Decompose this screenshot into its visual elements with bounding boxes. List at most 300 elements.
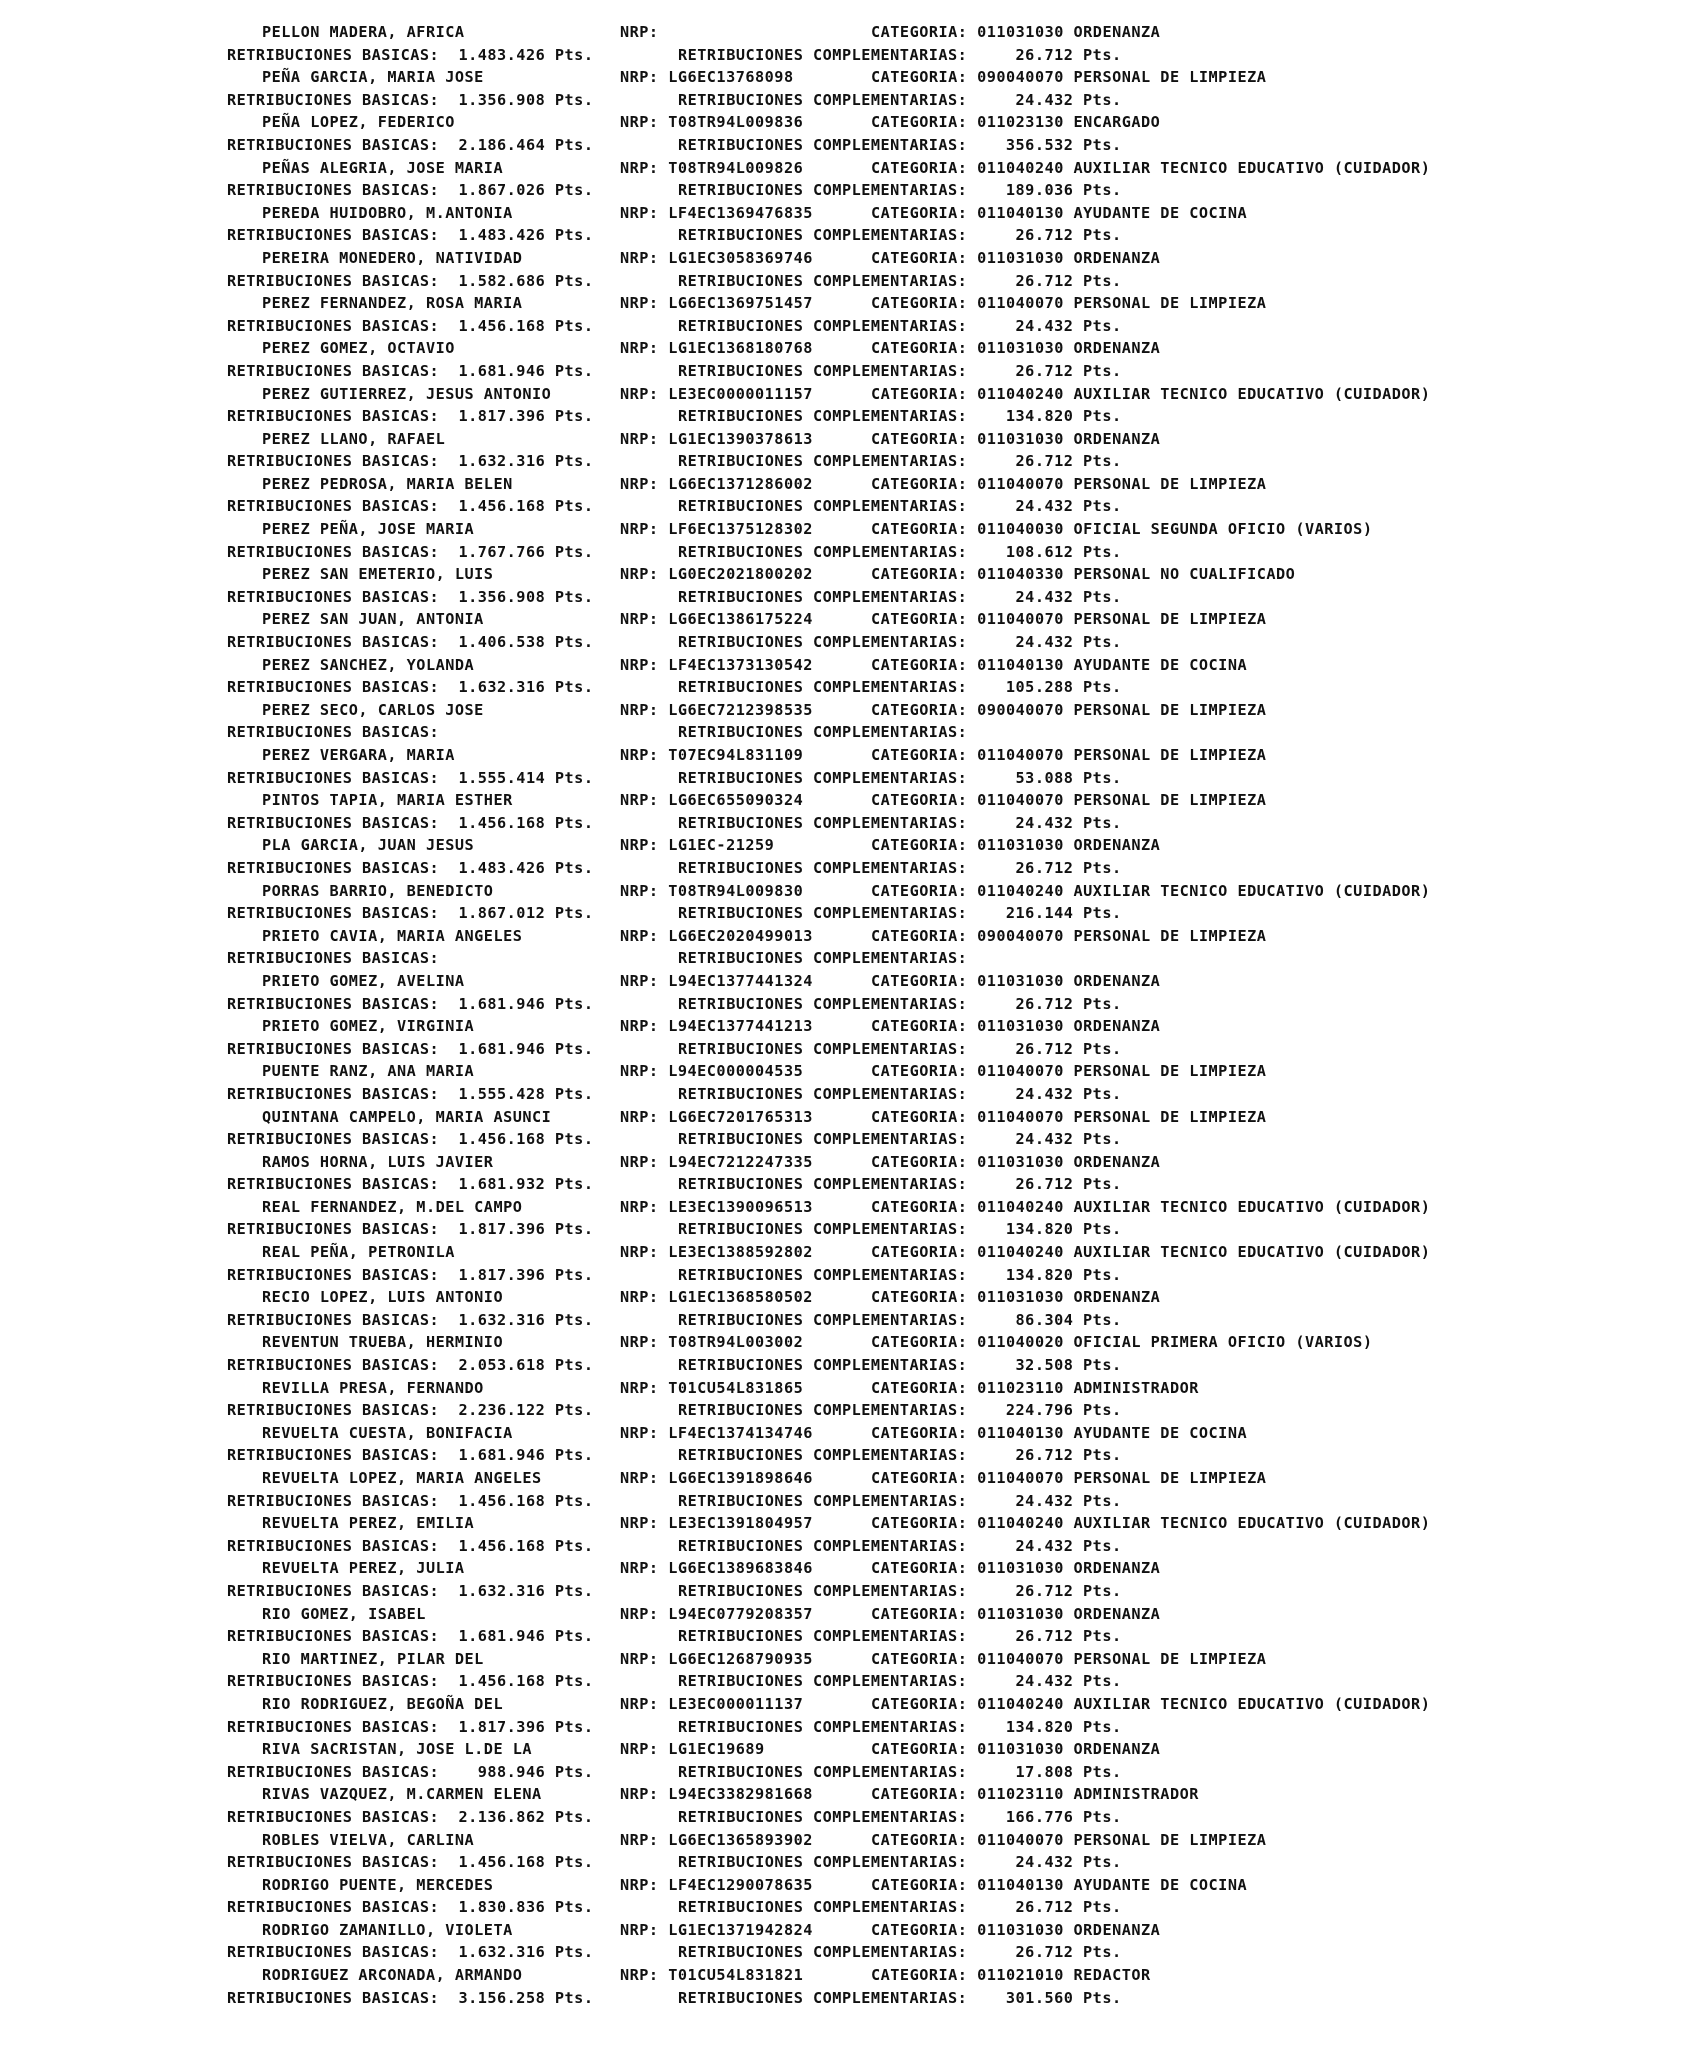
employee-salary-line — [0, 812, 1692, 835]
basic-salary: RETRIBUCIONES BASICAS: 1.632.316 Pts. — [227, 452, 594, 471]
employee-record — [0, 1783, 1692, 1828]
employee-name: PEREZ SECO, CARLOS JOSE — [262, 700, 484, 719]
employee-header-line — [0, 1512, 1692, 1535]
employee-header-line — [0, 1874, 1692, 1897]
employee-name: PEREZ VERGARA, MARIA — [262, 746, 455, 764]
basic-salary: RETRIBUCIONES BASICAS: 1.456.168 Pts. — [227, 1672, 594, 1691]
complementary-salary: RETRIBUCIONES COMPLEMENTARIAS: 189.036 Pts. — [678, 181, 1122, 200]
employee-category: CATEGORIA: 011040130 AYUDANTE DE COCINA — [871, 1875, 1248, 1894]
employee-name: PEREZ FERNANDEZ, ROSA MARIA — [262, 294, 523, 313]
employee-salary-line — [0, 631, 1692, 654]
payroll-listing — [0, 21, 1692, 2009]
employee-salary-line — [0, 179, 1692, 202]
employee-name: PEREZ PEDROSA, MARIA BELEN — [262, 474, 513, 493]
basic-salary: RETRIBUCIONES BASICAS: 2.053.618 Pts. — [227, 1356, 594, 1375]
employee-nrp: NRP: LF4EC1290078635 — [620, 1875, 813, 1894]
employee-nrp: NRP: LG6EC1386175224 — [620, 610, 813, 629]
employee-salary-line — [0, 1038, 1692, 1061]
employee-record — [0, 1151, 1692, 1196]
employee-salary-line — [0, 1399, 1692, 1422]
employee-nrp: NRP: LF4EC1369476835 — [620, 203, 813, 222]
employee-header-line — [0, 518, 1692, 541]
employee-header-line — [0, 970, 1692, 993]
employee-nrp: NRP: LG1EC1371942824 — [620, 1920, 813, 1939]
employee-nrp: NRP: LG1EC-21259 — [620, 836, 775, 855]
employee-name: PRIETO GOMEZ, AVELINA — [262, 971, 465, 990]
employee-nrp: NRP: LG6EC2020499013 — [620, 926, 813, 945]
basic-salary: RETRIBUCIONES BASICAS: 1.767.766 Pts. — [227, 542, 594, 561]
employee-nrp: NRP: LF4EC1374134746 — [620, 1423, 813, 1442]
employee-salary-line — [0, 1173, 1692, 1196]
employee-nrp: NRP: LG0EC2021800202 — [620, 565, 813, 584]
employee-name: REVENTUN TRUEBA, HERMINIO — [262, 1333, 504, 1352]
complementary-salary: RETRIBUCIONES COMPLEMENTARIAS: 26.712 Pts. — [678, 1039, 1122, 1058]
employee-record — [0, 1603, 1692, 1648]
employee-header-line — [0, 1603, 1692, 1626]
employee-header-line — [0, 880, 1692, 903]
basic-salary: RETRIBUCIONES BASICAS: 1.555.428 Pts. — [227, 1084, 594, 1103]
basic-salary: RETRIBUCIONES BASICAS: 1.456.168 Pts. — [227, 497, 594, 516]
employee-salary-line — [0, 721, 1692, 744]
employee-name: PORRAS BARRIO, BENEDICTO — [262, 881, 494, 900]
employee-nrp: NRP: L94EC0779208357 — [620, 1604, 813, 1623]
employee-header-line — [0, 1060, 1692, 1083]
basic-salary: RETRIBUCIONES BASICAS: 1.456.168 Pts. — [227, 813, 594, 832]
employee-category: CATEGORIA: 011023130 ENCARGADO — [871, 113, 1161, 132]
basic-salary: RETRIBUCIONES BASICAS: 2.186.464 Pts. — [227, 135, 594, 154]
employee-name: REVUELTA PEREZ, JULIA — [262, 1559, 465, 1578]
employee-record — [0, 1060, 1692, 1105]
basic-salary: RETRIBUCIONES BASICAS: — [227, 949, 449, 968]
employee-salary-line — [0, 1806, 1692, 1829]
employee-header-line — [0, 563, 1692, 586]
employee-record — [0, 66, 1692, 111]
employee-name: RECIO LOPEZ, LUIS ANTONIO — [262, 1288, 504, 1307]
employee-category: CATEGORIA: 011031030 ORDENANZA — [871, 1604, 1161, 1623]
employee-nrp: NRP: L94EC3382981668 — [620, 1785, 813, 1804]
complementary-salary: RETRIBUCIONES COMPLEMENTARIAS: 134.820 Pts. — [678, 1265, 1122, 1284]
complementary-salary: RETRIBUCIONES COMPLEMENTARIAS: 105.288 Pts. — [678, 678, 1122, 697]
employee-name: PEREZ SAN EMETERIO, LUIS — [262, 565, 494, 584]
employee-salary-line — [0, 89, 1692, 112]
employee-record — [0, 1512, 1692, 1557]
basic-salary: RETRIBUCIONES BASICAS: — [227, 723, 449, 742]
employee-header-line — [0, 1783, 1692, 1806]
employee-category: CATEGORIA: 090040070 PERSONAL DE LIMPIEZA — [871, 926, 1267, 945]
employee-category: CATEGORIA: 011031030 ORDENANZA — [871, 1920, 1161, 1939]
complementary-salary: RETRIBUCIONES COMPLEMENTARIAS: 134.820 Pts. — [678, 1717, 1122, 1736]
employee-salary-line — [0, 1670, 1692, 1693]
employee-name: PEREZ SANCHEZ, YOLANDA — [262, 655, 475, 674]
employee-name: REVUELTA CUESTA, BONIFACIA — [262, 1423, 513, 1442]
employee-header-line — [0, 1738, 1692, 1761]
basic-salary: RETRIBUCIONES BASICAS: 1.632.316 Pts. — [227, 1310, 594, 1329]
employee-record — [0, 1738, 1692, 1783]
basic-salary: RETRIBUCIONES BASICAS: 1.632.316 Pts. — [227, 1943, 594, 1962]
complementary-salary: RETRIBUCIONES COMPLEMENTARIAS: 24.432 Pts. — [678, 1672, 1122, 1691]
employee-header-line — [0, 699, 1692, 722]
employee-header-line — [0, 21, 1692, 44]
employee-header-line — [0, 834, 1692, 857]
basic-salary: RETRIBUCIONES BASICAS: 1.406.538 Pts. — [227, 633, 594, 652]
employee-header-line — [0, 1286, 1692, 1309]
employee-salary-line — [0, 1128, 1692, 1151]
employee-record — [0, 563, 1692, 608]
employee-header-line — [0, 1241, 1692, 1264]
employee-category: CATEGORIA: 011031030 ORDENANZA — [871, 23, 1161, 41]
employee-name: RIVA SACRISTAN, JOSE L.DE LA — [262, 1740, 533, 1759]
complementary-salary: RETRIBUCIONES COMPLEMENTARIAS: 26.712 Pts. — [678, 1446, 1122, 1465]
employee-record — [0, 1829, 1692, 1874]
employee-header-line — [0, 1377, 1692, 1400]
basic-salary: RETRIBUCIONES BASICAS: 1.817.396 Pts. — [227, 407, 594, 426]
employee-record — [0, 21, 1692, 66]
basic-salary: RETRIBUCIONES BASICAS: 1.456.168 Pts. — [227, 1491, 594, 1510]
basic-salary: RETRIBUCIONES BASICAS: 1.681.946 Pts. — [227, 994, 594, 1013]
employee-name: PEREZ SAN JUAN, ANTONIA — [262, 610, 484, 629]
complementary-salary: RETRIBUCIONES COMPLEMENTARIAS: 224.796 Pts. — [678, 1401, 1122, 1420]
employee-header-line — [0, 1467, 1692, 1490]
employee-name: PEÑA LOPEZ, FEDERICO — [262, 113, 455, 132]
employee-salary-line — [0, 450, 1692, 473]
employee-nrp: NRP: LG6EC1268790935 — [620, 1649, 813, 1668]
basic-salary: RETRIBUCIONES BASICAS: 1.681.946 Pts. — [227, 1039, 594, 1058]
employee-header-line — [0, 789, 1692, 812]
complementary-salary: RETRIBUCIONES COMPLEMENTARIAS: 26.712 Pts. — [678, 452, 1122, 471]
employee-header-line — [0, 1693, 1692, 1716]
employee-category: CATEGORIA: 011040070 PERSONAL DE LIMPIEZA — [871, 1649, 1267, 1668]
basic-salary: RETRIBUCIONES BASICAS: 1.681.946 Pts. — [227, 361, 594, 380]
complementary-salary: RETRIBUCIONES COMPLEMENTARIAS: 26.712 Pts. — [678, 1943, 1122, 1962]
employee-salary-line — [0, 767, 1692, 790]
employee-category: CATEGORIA: 011031030 ORDENANZA — [871, 1152, 1161, 1171]
employee-header-line — [0, 744, 1692, 767]
employee-name: RODRIGO PUENTE, MERCEDES — [262, 1875, 494, 1894]
employee-salary-line — [0, 1761, 1692, 1784]
employee-record — [0, 1286, 1692, 1331]
employee-salary-line — [0, 676, 1692, 699]
employee-nrp: NRP: T07EC94L831109 — [620, 746, 804, 764]
employee-salary-line — [0, 1490, 1692, 1513]
complementary-salary: RETRIBUCIONES COMPLEMENTARIAS: 24.432 Pts. — [678, 633, 1122, 652]
basic-salary: RETRIBUCIONES BASICAS: 1.817.396 Pts. — [227, 1717, 594, 1736]
employee-header-line — [0, 925, 1692, 948]
complementary-salary: RETRIBUCIONES COMPLEMENTARIAS: 24.432 Pts. — [678, 1491, 1122, 1510]
basic-salary: RETRIBUCIONES BASICAS: 1.356.908 Pts. — [227, 90, 594, 109]
employee-name: PEREZ PEÑA, JOSE MARIA — [262, 520, 475, 539]
complementary-salary: RETRIBUCIONES COMPLEMENTARIAS: 356.532 Pts. — [678, 135, 1122, 154]
complementary-salary: RETRIBUCIONES COMPLEMENTARIAS: 134.820 Pts. — [678, 407, 1122, 426]
employee-category: CATEGORIA: 011040240 AUXILIAR TECNICO EDUCATIVO (CUIDADOR) — [871, 1197, 1431, 1216]
complementary-salary: RETRIBUCIONES COMPLEMENTARIAS: 26.712 Pts. — [678, 1175, 1122, 1194]
employee-record — [0, 1467, 1692, 1512]
complementary-salary: RETRIBUCIONES COMPLEMENTARIAS: — [678, 949, 977, 968]
employee-name: PEÑAS ALEGRIA, JOSE MARIA — [262, 158, 504, 177]
employee-salary-line — [0, 1444, 1692, 1467]
employee-category: CATEGORIA: 011040240 AUXILIAR TECNICO EDUCATIVO (CUIDADOR) — [871, 881, 1431, 900]
employee-record — [0, 880, 1692, 925]
complementary-salary: RETRIBUCIONES COMPLEMENTARIAS: 24.432 Pts. — [678, 587, 1122, 606]
employee-salary-line — [0, 134, 1692, 157]
basic-salary: RETRIBUCIONES BASICAS: 1.681.932 Pts. — [227, 1175, 594, 1194]
employee-salary-line — [0, 857, 1692, 880]
employee-header-line — [0, 1829, 1692, 1852]
complementary-salary: RETRIBUCIONES COMPLEMENTARIAS: 24.432 Pts. — [678, 1536, 1122, 1555]
employee-salary-line — [0, 44, 1692, 67]
employee-category: CATEGORIA: 011031030 ORDENANZA — [871, 1017, 1161, 1036]
complementary-salary: RETRIBUCIONES COMPLEMENTARIAS: 26.712 Pts. — [678, 271, 1122, 290]
employee-salary-line — [0, 1309, 1692, 1332]
employee-name: PEREZ GUTIERREZ, JESUS ANTONIO — [262, 384, 552, 403]
employee-record — [0, 1557, 1692, 1602]
employee-record — [0, 1422, 1692, 1467]
employee-name: REAL FERNANDEZ, M.DEL CAMPO — [262, 1197, 523, 1216]
employee-header-line — [0, 1015, 1692, 1038]
employee-name: REVILLA PRESA, FERNANDO — [262, 1378, 484, 1397]
employee-nrp: NRP: LE3EC000011137 — [620, 1694, 804, 1713]
employee-record — [0, 1331, 1692, 1376]
employee-salary-line — [0, 1896, 1692, 1919]
complementary-salary: RETRIBUCIONES COMPLEMENTARIAS: 26.712 Pts. — [678, 45, 1122, 64]
employee-header-line — [0, 157, 1692, 180]
employee-nrp: NRP: T08TR94L003002 — [620, 1333, 804, 1352]
employee-nrp: NRP: LG6EC7212398535 — [620, 700, 813, 719]
employee-record — [0, 1377, 1692, 1422]
employee-category: CATEGORIA: 011023110 ADMINISTRADOR — [871, 1378, 1199, 1397]
employee-salary-line — [0, 541, 1692, 564]
employee-name: PRIETO GOMEZ, VIRGINIA — [262, 1017, 475, 1036]
employee-category: CATEGORIA: 011031030 ORDENANZA — [871, 339, 1161, 358]
employee-name: REVUELTA PEREZ, EMILIA — [262, 1514, 475, 1533]
basic-salary: RETRIBUCIONES BASICAS: 1.483.426 Pts. — [227, 45, 594, 64]
employee-header-line — [0, 1422, 1692, 1445]
employee-header-line — [0, 383, 1692, 406]
employee-name: PUENTE RANZ, ANA MARIA — [262, 1062, 475, 1081]
employee-name: RODRIGO ZAMANILLO, VIOLETA — [262, 1920, 513, 1939]
employee-header-line — [0, 608, 1692, 631]
employee-category: CATEGORIA: 011031030 ORDENANZA — [871, 248, 1161, 267]
employee-name: REVUELTA LOPEZ, MARIA ANGELES — [262, 1469, 542, 1487]
employee-category: CATEGORIA: 011040070 PERSONAL DE LIMPIEZA — [871, 791, 1267, 810]
complementary-salary: RETRIBUCIONES COMPLEMENTARIAS: 86.304 Pts. — [678, 1310, 1122, 1329]
employee-header-line — [0, 292, 1692, 315]
employee-salary-line — [0, 224, 1692, 247]
employee-category: CATEGORIA: 011040070 PERSONAL DE LIMPIEZA — [871, 1062, 1267, 1081]
complementary-salary: RETRIBUCIONES COMPLEMENTARIAS: 134.820 Pts. — [678, 1220, 1122, 1239]
employee-nrp: NRP: LG6EC655090324 — [620, 791, 804, 810]
employee-name: RIO RODRIGUEZ, BEGOÑA DEL — [262, 1694, 504, 1713]
employee-category: CATEGORIA: 011031030 ORDENANZA — [871, 1559, 1161, 1578]
employee-name: ROBLES VIELVA, CARLINA — [262, 1830, 475, 1849]
complementary-salary: RETRIBUCIONES COMPLEMENTARIAS: 24.432 Pts. — [678, 1853, 1122, 1872]
employee-nrp: NRP: LE3EC1391804957 — [620, 1514, 813, 1533]
complementary-salary: RETRIBUCIONES COMPLEMENTARIAS: 108.612 Pts. — [678, 542, 1122, 561]
complementary-salary: RETRIBUCIONES COMPLEMENTARIAS: 26.712 Pts. — [678, 1898, 1122, 1917]
employee-record — [0, 1015, 1692, 1060]
employee-record — [0, 970, 1692, 1015]
employee-name: PEREIRA MONEDERO, NATIVIDAD — [262, 248, 523, 267]
employee-salary-line — [0, 1580, 1692, 1603]
complementary-salary: RETRIBUCIONES COMPLEMENTARIAS: 24.432 Pts. — [678, 1130, 1122, 1149]
employee-record — [0, 1196, 1692, 1241]
basic-salary: RETRIBUCIONES BASICAS: 988.946 Pts. — [227, 1762, 594, 1781]
employee-record — [0, 202, 1692, 247]
employee-salary-line — [0, 1083, 1692, 1106]
basic-salary: RETRIBUCIONES BASICAS: 2.136.862 Pts. — [227, 1807, 594, 1826]
employee-name: PEREZ GOMEZ, OCTAVIO — [262, 339, 455, 358]
employee-salary-line — [0, 1625, 1692, 1648]
basic-salary: RETRIBUCIONES BASICAS: 2.236.122 Pts. — [227, 1401, 594, 1420]
employee-header-line — [0, 1331, 1692, 1354]
employee-nrp: NRP: T08TR94L009830 — [620, 881, 804, 900]
complementary-salary: RETRIBUCIONES COMPLEMENTARIAS: 24.432 Pts. — [678, 813, 1122, 832]
employee-category: CATEGORIA: 090040070 PERSONAL DE LIMPIEZA — [871, 700, 1267, 719]
basic-salary: RETRIBUCIONES BASICAS: 1.356.908 Pts. — [227, 587, 594, 606]
employee-record — [0, 473, 1692, 518]
employee-nrp: NRP: LG1EC1368580502 — [620, 1288, 813, 1307]
basic-salary: RETRIBUCIONES BASICAS: 1.681.946 Pts. — [227, 1627, 594, 1646]
employee-salary-line — [0, 1851, 1692, 1874]
complementary-salary: RETRIBUCIONES COMPLEMENTARIAS: 166.776 Pts. — [678, 1807, 1122, 1826]
employee-record — [0, 518, 1692, 563]
employee-nrp: NRP: LF4EC1373130542 — [620, 655, 813, 674]
employee-record — [0, 1241, 1692, 1286]
employee-nrp: NRP: LG6EC1369751457 — [620, 294, 813, 313]
employee-nrp: NRP: L94EC1377441324 — [620, 971, 813, 990]
basic-salary: RETRIBUCIONES BASICAS: 3.156.258 Pts. — [227, 1988, 594, 2007]
employee-record — [0, 157, 1692, 202]
employee-category: CATEGORIA: 011040330 PERSONAL NO CUALIFICADO — [871, 565, 1296, 584]
employee-nrp: NRP: LG6EC1365893902 — [620, 1830, 813, 1849]
employee-salary-line — [0, 902, 1692, 925]
employee-name: PELLON MADERA, AFRICA — [262, 23, 465, 41]
employee-name: PEREDA HUIDOBRO, M.ANTONIA — [262, 203, 513, 222]
employee-category: CATEGORIA: 011031030 ORDENANZA — [871, 836, 1161, 855]
employee-record — [0, 247, 1692, 292]
employee-record — [0, 925, 1692, 970]
basic-salary: RETRIBUCIONES BASICAS: 1.867.026 Pts. — [227, 181, 594, 200]
employee-header-line — [0, 66, 1692, 89]
employee-nrp: NRP: L94EC1377441213 — [620, 1017, 813, 1036]
employee-category: CATEGORIA: 011023110 ADMINISTRADOR — [871, 1785, 1199, 1804]
employee-record — [0, 1964, 1692, 2009]
employee-header-line — [0, 1196, 1692, 1219]
employee-nrp: NRP: T08TR94L009826 — [620, 158, 804, 177]
employee-category: CATEGORIA: 011040130 AYUDANTE DE COCINA — [871, 1423, 1248, 1442]
employee-record — [0, 744, 1692, 789]
employee-category: CATEGORIA: 011040130 AYUDANTE DE COCINA — [871, 203, 1248, 222]
employee-header-line — [0, 1964, 1692, 1987]
basic-salary: RETRIBUCIONES BASICAS: 1.483.426 Pts. — [227, 226, 594, 245]
employee-nrp: NRP: LG1EC1368180768 — [620, 339, 813, 358]
employee-name: REAL PEÑA, PETRONILA — [262, 1243, 455, 1262]
employee-record — [0, 654, 1692, 699]
employee-nrp: NRP: LF6EC1375128302 — [620, 520, 813, 539]
employee-record — [0, 789, 1692, 834]
employee-salary-line — [0, 405, 1692, 428]
employee-salary-line — [0, 1941, 1692, 1964]
employee-salary-line — [0, 1716, 1692, 1739]
employee-nrp: NRP: L94EC000004535 — [620, 1062, 804, 1081]
employee-salary-line — [0, 1535, 1692, 1558]
employee-record — [0, 699, 1692, 744]
employee-name: PRIETO CAVIA, MARIA ANGELES — [262, 926, 523, 945]
employee-category: CATEGORIA: 011040020 OFICIAL PRIMERA OFICIO (VARIOS) — [871, 1333, 1373, 1352]
employee-salary-line — [0, 947, 1692, 970]
employee-category: CATEGORIA: 011040240 AUXILIAR TECNICO EDUCATIVO (CUIDADOR) — [871, 1514, 1431, 1533]
employee-nrp: NRP: T01CU54L831865 — [620, 1378, 804, 1397]
employee-header-line — [0, 1106, 1692, 1129]
employee-name: RAMOS HORNA, LUIS JAVIER — [262, 1152, 494, 1171]
employee-category: CATEGORIA: 011040070 PERSONAL DE LIMPIEZA — [871, 1107, 1267, 1126]
basic-salary: RETRIBUCIONES BASICAS: 1.456.168 Pts. — [227, 1853, 594, 1872]
employee-category: CATEGORIA: 011031030 ORDENANZA — [871, 1288, 1161, 1307]
employee-header-line — [0, 473, 1692, 496]
complementary-salary: RETRIBUCIONES COMPLEMENTARIAS: 53.088 Pts. — [678, 768, 1122, 787]
employee-name: PEÑA GARCIA, MARIA JOSE — [262, 68, 484, 87]
employee-nrp: NRP: LG6EC1371286002 — [620, 474, 813, 493]
employee-salary-line — [0, 993, 1692, 1016]
employee-category: CATEGORIA: 011040130 AYUDANTE DE COCINA — [871, 655, 1248, 674]
employee-nrp: NRP: T08TR94L009836 — [620, 113, 804, 132]
basic-salary: RETRIBUCIONES BASICAS: 1.632.316 Pts. — [227, 678, 594, 697]
employee-header-line — [0, 202, 1692, 225]
employee-category: CATEGORIA: 011031030 ORDENANZA — [871, 429, 1161, 448]
employee-header-line — [0, 428, 1692, 451]
employee-salary-line — [0, 1987, 1692, 2010]
employee-nrp: NRP: LG6EC7201765313 — [620, 1107, 813, 1126]
basic-salary: RETRIBUCIONES BASICAS: 1.830.836 Pts. — [227, 1898, 594, 1917]
complementary-salary: RETRIBUCIONES COMPLEMENTARIAS: 216.144 Pts. — [678, 904, 1122, 923]
employee-salary-line — [0, 315, 1692, 338]
employee-name: RIO MARTINEZ, PILAR DEL — [262, 1649, 484, 1668]
employee-record — [0, 292, 1692, 337]
employee-nrp: NRP: T01CU54L831821 — [620, 1966, 804, 1985]
employee-header-line — [0, 1648, 1692, 1671]
employee-salary-line — [0, 1354, 1692, 1377]
employee-nrp: NRP: L94EC7212247335 — [620, 1152, 813, 1171]
employee-nrp: NRP: LG6EC1391898646 — [620, 1469, 813, 1487]
complementary-salary: RETRIBUCIONES COMPLEMENTARIAS: 26.712 Pts. — [678, 1627, 1122, 1646]
employee-record — [0, 1693, 1692, 1738]
employee-record — [0, 1106, 1692, 1151]
employee-record — [0, 1919, 1692, 1964]
employee-header-line — [0, 111, 1692, 134]
basic-salary: RETRIBUCIONES BASICAS: 1.456.168 Pts. — [227, 316, 594, 335]
employee-salary-line — [0, 360, 1692, 383]
employee-category: CATEGORIA: 011040240 AUXILIAR TECNICO EDUCATIVO (CUIDADOR) — [871, 384, 1431, 403]
employee-header-line — [0, 654, 1692, 677]
employee-salary-line — [0, 270, 1692, 293]
employee-header-line — [0, 247, 1692, 270]
complementary-salary: RETRIBUCIONES COMPLEMENTARIAS: 26.712 Pts. — [678, 1581, 1122, 1600]
employee-nrp: NRP: LE3EC1388592802 — [620, 1243, 813, 1262]
complementary-salary: RETRIBUCIONES COMPLEMENTARIAS: 301.560 Pts. — [678, 1988, 1122, 2007]
complementary-salary: RETRIBUCIONES COMPLEMENTARIAS: 26.712 Pts. — [678, 361, 1122, 380]
employee-record — [0, 111, 1692, 156]
basic-salary: RETRIBUCIONES BASICAS: 1.555.414 Pts. — [227, 768, 594, 787]
employee-category: CATEGORIA: 011040070 PERSONAL DE LIMPIEZA — [871, 1469, 1267, 1487]
employee-name: QUINTANA CAMPELO, MARIA ASUNCI — [262, 1107, 552, 1126]
employee-category: CATEGORIA: 011040240 AUXILIAR TECNICO EDUCATIVO (CUIDADOR) — [871, 1243, 1431, 1262]
basic-salary: RETRIBUCIONES BASICAS: 1.632.316 Pts. — [227, 1581, 594, 1600]
employee-salary-line — [0, 1264, 1692, 1287]
basic-salary: RETRIBUCIONES BASICAS: 1.817.396 Pts. — [227, 1265, 594, 1284]
employee-nrp: NRP: LG6EC13768098 — [620, 68, 794, 87]
complementary-salary: RETRIBUCIONES COMPLEMENTARIAS: 26.712 Pts. — [678, 858, 1122, 877]
employee-category: CATEGORIA: 011040240 AUXILIAR TECNICO EDUCATIVO (CUIDADOR) — [871, 1694, 1431, 1713]
employee-header-line — [0, 1151, 1692, 1174]
